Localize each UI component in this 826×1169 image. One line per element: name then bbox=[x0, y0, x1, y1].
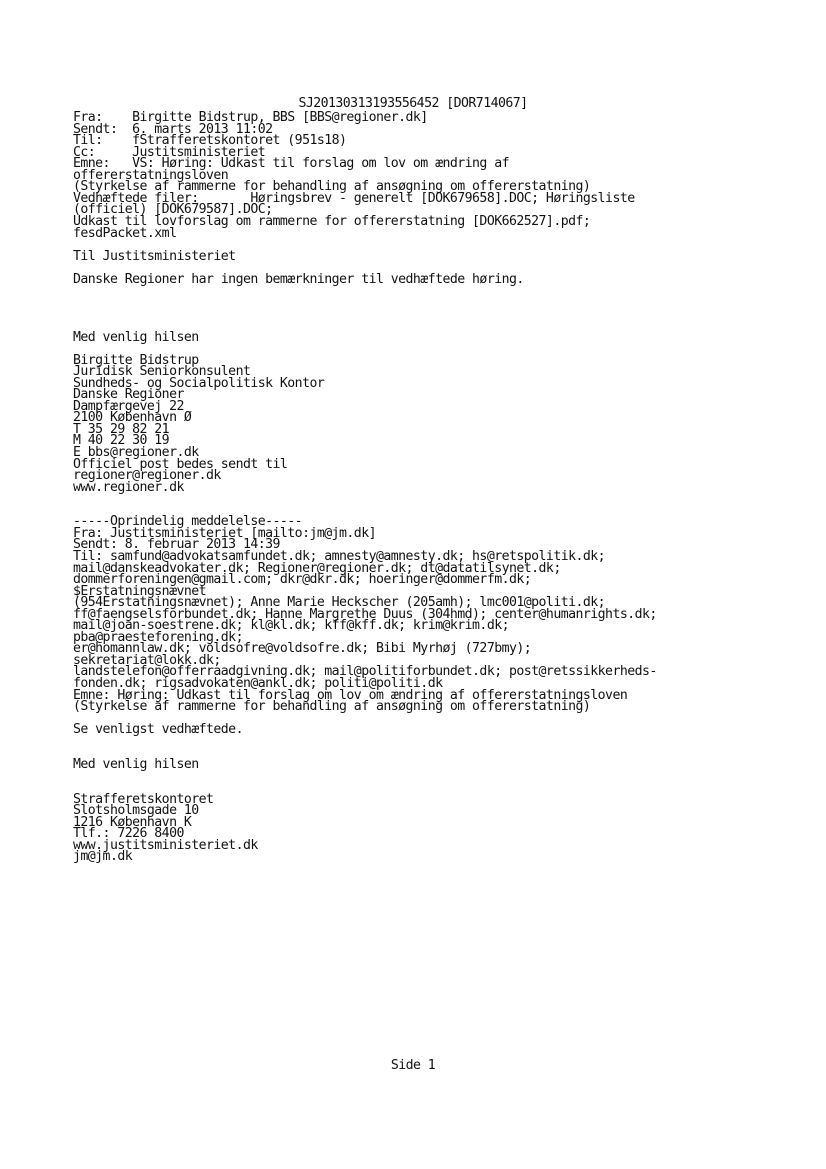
text-line: 2100 København Ø bbox=[73, 410, 192, 426]
document-header-id: SJ20130313193556452 [DOR714067] bbox=[298, 96, 528, 111]
text-line: Tlf.: 7226 8400 bbox=[73, 826, 184, 842]
text-line: landstelefon@offerraadgivning.dk; mail@politiforbundet.dk; post@retssikkerheds- bbox=[73, 664, 657, 680]
text-line: Juridisk Seniorkonsulent bbox=[73, 364, 251, 380]
text-line: Birgitte Bidstrup bbox=[73, 352, 199, 368]
text-line: Til: samfund@advokatsamfundet.dk; amnesty@amnesty.dk; hs@retspolitik.dk; bbox=[73, 548, 606, 564]
text-line: jm@jm.dk bbox=[73, 849, 133, 865]
text-line: er@homannlaw.dk; voldsofre@voldsofre.dk; Bibi Myrhøj (727bmy); bbox=[73, 641, 532, 657]
text-line: Fra: Justitsministeriet [mailto:jm@jm.dk] bbox=[73, 525, 376, 541]
text-line: (Styrkelse af rammerne for behandling af ansøgning om offererstatning) bbox=[73, 179, 591, 195]
text-line: 1216 København K bbox=[73, 814, 192, 830]
text-line: T 35 29 82 21 bbox=[73, 421, 170, 437]
text-line: $Erstatningsnævnet bbox=[73, 583, 207, 599]
text-line: Strafferetskontoret bbox=[73, 791, 214, 807]
text-line: (954Erstatningsnævnet); Anne Marie Heckscher (205amh); lmc001@politi.dk; bbox=[73, 595, 606, 611]
text-line: regioner@regioner.dk bbox=[73, 468, 221, 484]
text-line: Sendt: 8. februar 2013 14:39 bbox=[73, 537, 280, 553]
text-line: Med venlig hilsen bbox=[73, 329, 199, 345]
page-number: Side 1 bbox=[390, 1058, 436, 1073]
text-line: M 40 22 30 19 bbox=[73, 433, 170, 449]
text-line: Cc: Justitsministeriet bbox=[73, 144, 266, 160]
text-line: Vedhæftede filer: Høringsbrev - generelt [DOK679658].DOC; Høringsliste bbox=[73, 190, 635, 206]
text-line: (Styrkelse af rammerne for behandling af ansøgning om offererstatning) bbox=[73, 699, 591, 715]
text-line: Emne: Høring: Udkast til forslag om lov om ændring af offererstatningsloven bbox=[73, 687, 628, 703]
text-line: ff@faengselsforbundet.dk; Hanne Margrethe Duus (304hmd); center@humanrights.dk; bbox=[73, 606, 657, 622]
text-line: Til Justitsministeriet bbox=[73, 248, 236, 264]
text-line: -----Oprindelig meddelelse----- bbox=[73, 514, 303, 530]
text-line: sekretariat@lokk.dk; bbox=[73, 652, 221, 668]
text-line: E bbs@regioner.dk bbox=[73, 445, 199, 460]
text-line: Udkast til lovforslag om rammerne for offererstatning [DOK662527].pdf; bbox=[73, 213, 591, 229]
text-line: Til: fStrafferetskontoret (951s18) bbox=[73, 133, 347, 149]
text-line: Slotsholmsgade 10 bbox=[73, 803, 199, 818]
text-line: mail@danskeadvokater.dk; Regioner@regioner.dk; dt@datatilsynet.dk; bbox=[73, 560, 561, 576]
text-line: www.justitsministeriet.dk bbox=[73, 837, 258, 853]
text-line: Dampfærgevej 22 bbox=[73, 398, 184, 414]
text-line: fonden.dk; rigsadvokaten@ankl.dk; politi@politi.dk bbox=[73, 676, 443, 691]
text-line: Danske Regioner bbox=[73, 387, 184, 403]
text-line: Sundheds- og Socialpolitisk Kontor bbox=[73, 375, 325, 391]
text-line: Fra: Birgitte Bidstrup, BBS [BBS@regioner.dk] bbox=[73, 110, 428, 125]
text-line: fesdPacket.xml bbox=[73, 225, 177, 241]
text-line: mail@joan-soestrene.dk; kl@kl.dk; kff@kff.dk; krim@krim.dk; bbox=[73, 618, 509, 634]
text-line: Sendt: 6. marts 2013 11:02 bbox=[73, 121, 273, 137]
text-line: Danske Regioner har ingen bemærkninger til vedhæftede høring. bbox=[73, 271, 524, 287]
text-line: (officiel) [DOK679587].DOC; bbox=[73, 202, 273, 218]
text-line: offererstatningsloven bbox=[73, 167, 229, 183]
text-line: dommerforeningen@gmail.com; dkr@dkr.dk; hoeringer@dommerfm.dk; bbox=[73, 572, 532, 587]
text-line: Med venlig hilsen bbox=[73, 756, 199, 772]
text-line: Se venligst vedhæftede. bbox=[73, 722, 243, 738]
text-line: Officiel post bedes sendt til bbox=[73, 456, 288, 472]
text-line: pba@praesteforening.dk; bbox=[73, 629, 243, 645]
text-line: Emne: VS: Høring: Udkast til forslag om lov om ændring af bbox=[73, 156, 509, 172]
text-line: www.regioner.dk bbox=[73, 479, 184, 495]
